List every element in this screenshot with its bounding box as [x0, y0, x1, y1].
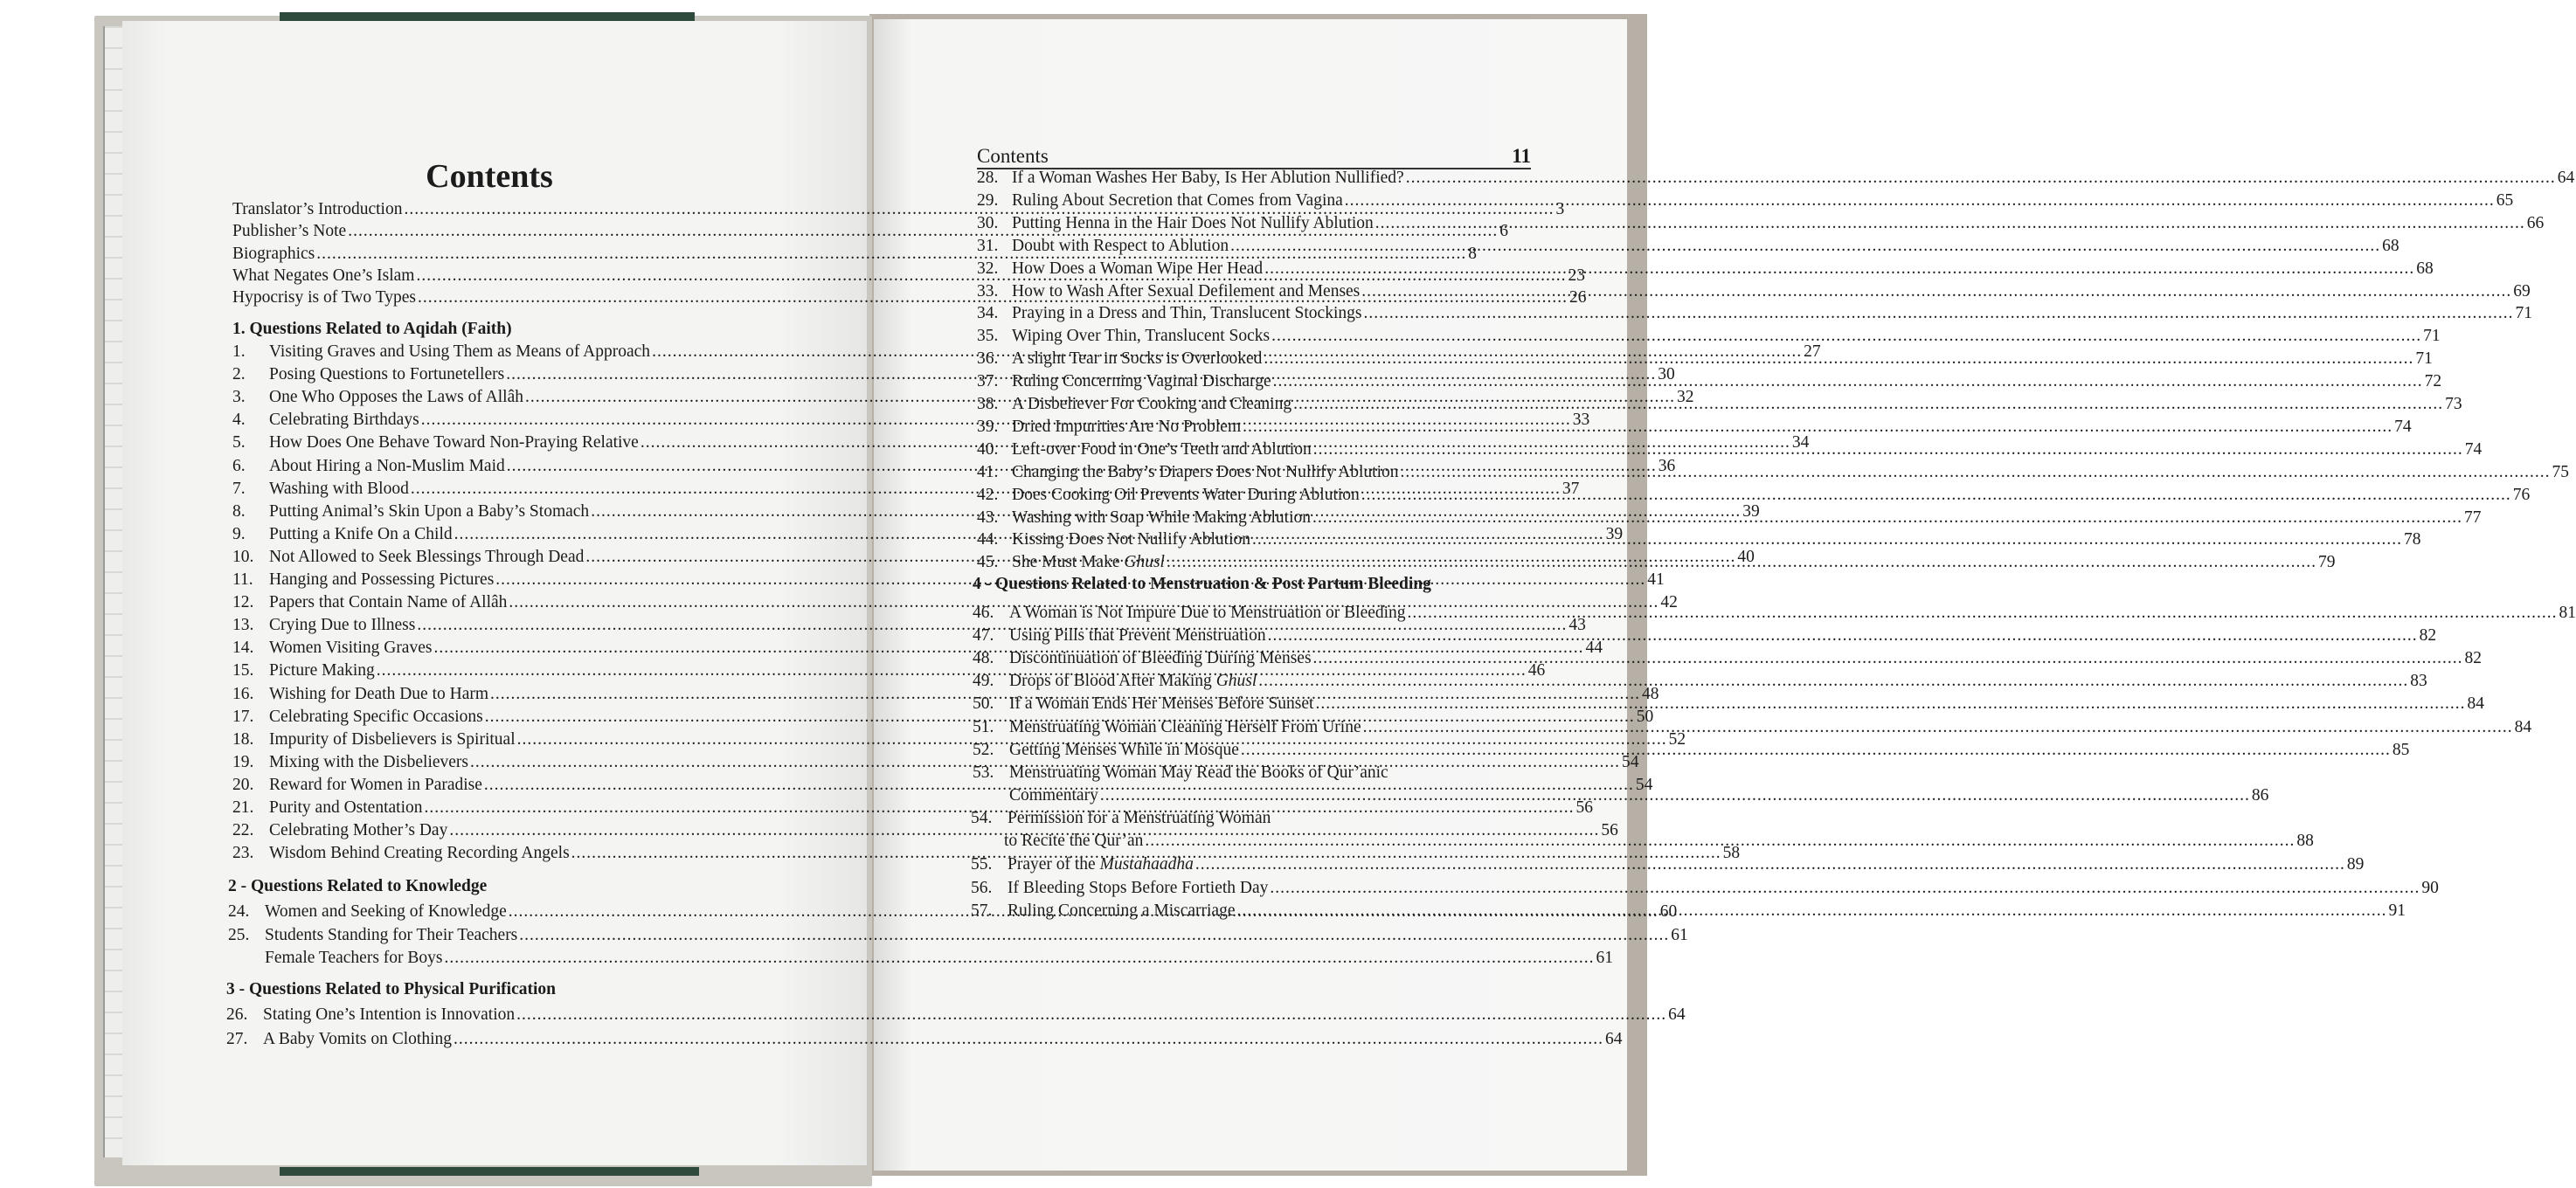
toc-entry-title: Posing Questions to Fortunetellers [269, 365, 505, 384]
toc-entry-page: 54 [1635, 775, 1653, 794]
section-heading: 2 - Questions Related to Knowledge [228, 877, 488, 895]
toc-entry-page: 86 [2251, 786, 2269, 805]
page-number: 11 [1512, 145, 1531, 167]
toc-entry-title: Ruling About Secretion that Comes from Vagina [1012, 190, 1343, 210]
toc-entry-title: Celebrating Birthdays [269, 411, 419, 430]
toc-entry-page: 60 [1659, 902, 1678, 921]
toc-entry-number: 16. [232, 684, 254, 703]
toc-entry-title: Commentary [1009, 786, 1098, 805]
dot-leader [1195, 854, 2345, 875]
toc-entry-title: to Recite the Qur’an [1004, 832, 1144, 850]
toc-entry-page: 75 [2552, 462, 2570, 481]
toc-entry-number: 44. [977, 530, 999, 549]
toc-entry-number: 11. [232, 570, 253, 589]
toc-entry-page: 90 [2421, 878, 2439, 897]
dot-leader [1241, 740, 2391, 761]
toc-entry [977, 326, 2441, 347]
toc-entry-title-text: Prayer of the [1008, 855, 1100, 874]
toc-entry [977, 168, 2575, 189]
toc-entry [226, 1005, 1686, 1026]
toc-entry-title: Dried Impurities Are No Problem [1012, 417, 1242, 436]
toc-entry-page: 3 [1555, 200, 1565, 218]
toc-entry [973, 694, 2484, 715]
toc-entry-number: 20. [232, 775, 254, 794]
dot-leader [1236, 901, 2386, 922]
dot-leader [1167, 552, 2316, 573]
toc-entry-title [1008, 854, 1194, 875]
toc-entry-page: 68 [2382, 236, 2399, 255]
toc-entry-page: 52 [1668, 729, 1686, 749]
toc-entry-page: 61 [1671, 925, 1688, 944]
toc-entry [228, 948, 1614, 969]
toc-entry-title: Washing with Blood [269, 479, 409, 498]
toc-entry [977, 303, 2532, 324]
toc-entry-title: Changing the Baby’s Diapers Does Not Nullify Ablution [1012, 462, 1399, 481]
toc-entry-page: 65 [2496, 190, 2514, 210]
toc-entry-page: 64 [1605, 1030, 1623, 1048]
toc-entry-first-line [971, 808, 1271, 829]
toc-entry-title: Translator’s Introduction [232, 200, 403, 218]
toc-entry-number: 29. [977, 190, 999, 210]
dot-leader [1361, 281, 2511, 302]
toc-entry-number: 40. [977, 439, 999, 459]
toc-entry-title: Menstruating Woman May Read the Books of Qur’anic [1009, 763, 1388, 782]
toc-entry-title: Washing with Soap While Making Ablution [1012, 508, 1312, 527]
toc-entry [973, 740, 2410, 761]
toc-entry-title: Getting Menses While in Mosque [1009, 740, 1239, 759]
dot-leader [1315, 694, 2465, 715]
toc-entry-number: 51. [973, 717, 994, 736]
toc-entry-number: 4. [232, 411, 246, 430]
dot-leader [1361, 485, 2511, 506]
toc-entry-number: 24. [228, 902, 250, 921]
toc-entry-title: Stating One’s Intention is Innovation [263, 1005, 516, 1024]
toc-entry-page: 81 [2559, 604, 2576, 622]
toc-entry-title: Hypocrisy is of Two Types [232, 288, 416, 307]
dot-leader [1375, 213, 2525, 234]
toc-entry-title: Ruling Concerning Vaginal Discharge [1012, 372, 1271, 391]
dot-leader [1401, 462, 2551, 483]
dot-leader [1293, 394, 2443, 415]
toc-entry-page: 32 [1677, 388, 1694, 407]
dot-leader [1100, 785, 2250, 806]
toc-entry-title: Not Allowed to Seek Blessings Through Dead [269, 547, 585, 566]
toc-entry-page: 77 [2464, 508, 2482, 527]
toc-entry-page: 73 [2445, 395, 2462, 413]
toc-entry-title: Putting Animal’s Skin Upon a Baby’s Stomach [269, 501, 590, 521]
toc-entry [971, 878, 2439, 899]
toc-entry-page: 71 [2423, 327, 2441, 346]
toc-entry-number: 46. [973, 604, 994, 622]
toc-entry-page: 89 [2346, 855, 2365, 874]
toc-entry-title: Celebrating Specific Occasions [269, 707, 483, 726]
toc-entry-page: 64 [1668, 1005, 1686, 1024]
toc-entry-title [1012, 552, 1165, 573]
toc-entry-page: 46 [1527, 661, 1546, 680]
toc-entry-title: Papers that Contain Name of Allâh [269, 593, 508, 612]
dot-leader [1264, 349, 2413, 370]
toc-entry-number: 50. [973, 694, 994, 714]
toc-entry-number: 30. [977, 213, 999, 232]
toc-entry-title: A slight Tear in Socks is Overlooked [1012, 349, 1263, 369]
toc-entry-number: 27. [226, 1030, 248, 1048]
toc-entry-number: 38. [977, 395, 999, 413]
toc-entry-number: 56. [971, 878, 993, 897]
toc-entry-number: 12. [232, 593, 254, 612]
toc-entry-number: 32. [977, 259, 999, 278]
toc-entry-page: 40 [1737, 547, 1755, 566]
toc-entry-page: 69 [2513, 281, 2531, 300]
toc-entry [232, 843, 1741, 864]
toc-entry-page: 56 [1575, 798, 1593, 817]
toc-entry-page: 82 [2419, 626, 2437, 646]
toc-entry-title: Ruling Concerning a Miscarriage [1008, 901, 1236, 920]
toc-entry-title: If a Woman Washes Her Baby, Is Her Ablution Nullified? [1012, 169, 1404, 187]
toc-entry [232, 660, 1546, 681]
toc-entry-number: 6. [232, 456, 246, 475]
toc-entry [971, 831, 2314, 852]
toc-entry-title: Does Cooking Oil Prevents Water During Ablution [1012, 485, 1360, 504]
toc-entry-title: What Negates One’s Islam [232, 266, 415, 285]
toc-entry-number: 18. [232, 729, 254, 749]
toc-entry-title: Using Pills that Prevent Menstruation [1009, 626, 1266, 646]
toc-entry [977, 213, 2545, 234]
toc-entry-page: 71 [2515, 304, 2532, 323]
toc-entry-title: Wisdom Behind Creating Recording Angels [269, 844, 570, 863]
toc-entry-title-italic: Mustahaadha [1099, 855, 1194, 874]
toc-entry [971, 854, 2365, 875]
dot-leader [1313, 439, 2463, 460]
toc-entry-title: Picture Making [269, 661, 375, 680]
toc-entry-number: 49. [973, 672, 994, 691]
dot-leader [1264, 259, 2414, 280]
toc-entry-title: Menstruating Woman Cleaning Herself From Urine [1009, 717, 1361, 736]
toc-entry-title-italic: Ghusl [1124, 553, 1165, 572]
toc-entry-number: 43. [977, 508, 999, 527]
toc-entry-number: 33. [977, 281, 999, 300]
toc-entry-number: 5. [232, 433, 246, 452]
running-head [977, 143, 1531, 169]
toc-entry-number: 3. [232, 388, 246, 407]
toc-entry-page: 44 [1585, 639, 1603, 658]
toc-entry-number: 41. [977, 462, 999, 481]
toc-entry-number: 1. [232, 342, 246, 361]
toc-entry-page: 83 [2410, 672, 2427, 691]
toc-entry [977, 236, 2399, 257]
toc-entry-title: A Baby Vomits on Clothing [263, 1030, 452, 1048]
toc-entry-title: Biographics [232, 244, 315, 263]
toc-entry-number: 23. [232, 844, 254, 863]
dot-leader [1258, 671, 2408, 692]
toc-entry-title-text: She Must Make [1012, 553, 1125, 572]
dot-leader [445, 948, 1595, 969]
toc-entry-number: 22. [232, 821, 254, 840]
toc-entry-page: 41 [1647, 570, 1665, 589]
toc-entry-title: Hanging and Possessing Pictures [269, 570, 495, 589]
toc-entry-page: 36 [1658, 456, 1676, 475]
toc-entry [226, 1029, 1623, 1050]
toc-entry-number: 10. [232, 547, 254, 566]
toc-entry-page: 37 [1562, 479, 1580, 498]
toc-entry-page: 72 [2424, 372, 2442, 391]
spine-strip-bottom [280, 1167, 699, 1176]
toc-entry-title: Students Standing for Their Teachers [265, 925, 518, 944]
toc-entry-number: 37. [977, 372, 999, 391]
toc-entry-title: If a Woman Ends Her Menses Before Sunset [1009, 694, 1314, 714]
toc-entry-title-text: Drops of Blood After Making [1009, 672, 1216, 691]
dot-leader [454, 1029, 1603, 1050]
toc-entry-number: 55. [971, 855, 993, 874]
toc-entry-title: If Bleeding Stops Before Fortieth Day [1008, 878, 1269, 897]
toc-entry-title: Permission for a Menstruating Woman [1008, 809, 1271, 827]
toc-entry-number: 25. [228, 925, 250, 944]
toc-entry [973, 603, 2576, 624]
toc-entry-title: Women and Seeking of Knowledge [265, 902, 507, 921]
toc-entry-number: 17. [232, 707, 254, 726]
toc-entry-title: Left-over Food in One’s Teeth and Ablution [1012, 439, 1312, 459]
toc-entry-number: 39. [977, 417, 999, 436]
toc-entry-title: Reward for Women in Paradise [269, 775, 482, 794]
toc-entry-number: 35. [977, 327, 999, 346]
toc-entry-number: 14. [232, 639, 254, 658]
toc-entry-title: A Woman is Not Impure Due to Menstruation or Bleeding [1009, 604, 1406, 622]
toc-entry-number: 42. [977, 485, 999, 504]
dot-leader [1268, 625, 2418, 646]
toc-entry-title: A Disbeliever For Cooking and Cleaning [1012, 395, 1292, 413]
toc-entry-number: 19. [232, 752, 254, 771]
toc-entry-page: 54 [1622, 752, 1639, 771]
toc-entry-page: 50 [1636, 707, 1654, 726]
toc-entry-number: 34. [977, 304, 999, 323]
toc-entry-number: 47. [973, 626, 994, 646]
toc-entry-title: Discontinuation of Bleeding During Menses [1009, 649, 1312, 668]
toc-entry-title: Crying Due to Illness [269, 616, 416, 635]
toc-entry [973, 717, 2532, 738]
toc-entry-title: Doubt with Respect to Ablution [1012, 236, 1229, 255]
toc-entry-number: 45. [977, 553, 999, 572]
dot-leader [1145, 831, 2295, 852]
toc-entry-page: 84 [2467, 694, 2484, 714]
dot-leader [1345, 190, 2495, 211]
section-heading: 3 - Questions Related to Physical Purification [226, 980, 556, 998]
toc-entry-number: 9. [232, 524, 246, 543]
toc-entry-page: 64 [2557, 169, 2575, 187]
toc-entry-title: How Does a Woman Wipe Her Head [1012, 259, 1264, 278]
dot-leader [1230, 236, 2380, 257]
toc-entry-page: 27 [1804, 342, 1821, 361]
toc-entry-page: 48 [1642, 684, 1659, 703]
toc-entry-page: 39 [1605, 524, 1624, 543]
running-head-title: Contents [977, 145, 1049, 167]
toc-entry-title: Visiting Graves and Using Them as Means of Approach [269, 342, 651, 361]
dot-leader [516, 1005, 1666, 1026]
toc-entry-title: Celebrating Mother’s Day [269, 821, 448, 840]
dot-leader [1408, 603, 2558, 624]
toc-entry-page: 58 [1722, 844, 1741, 863]
toc-entry-page: 23 [1568, 266, 1585, 285]
toc-entry-title: Female Teachers for Boys [265, 949, 443, 967]
toc-entry-title: Mixing with the Disbelievers [269, 752, 469, 771]
toc-entry-page: 84 [2514, 717, 2532, 736]
toc-entry-page: 79 [2317, 553, 2336, 572]
toc-entry-page: 88 [2296, 832, 2314, 850]
toc-entry-page: 82 [2464, 649, 2483, 668]
toc-entry [973, 671, 2427, 692]
toc-entry-page: 56 [1601, 821, 1618, 840]
section-heading: 4 - Questions Related to Menstruation & Post Partum Bleeding [973, 575, 1431, 593]
toc-entry-page: 39 [1742, 501, 1760, 521]
toc-entry-title [1009, 671, 1257, 692]
toc-entry-title: Women Visiting Graves [269, 639, 433, 658]
toc-entry-number: 53. [973, 763, 994, 782]
dot-leader [1363, 303, 2513, 324]
toc-entry-number: 57. [971, 901, 993, 920]
toc-entry-number: 52. [973, 740, 994, 759]
toc-entry-title-italic: Ghusl [1215, 672, 1257, 691]
toc-entry-title: Wishing for Death Due to Harm [269, 684, 489, 703]
toc-entry-number: 26. [226, 1005, 248, 1024]
toc-entry-page: 30 [1658, 365, 1675, 384]
toc-entry-number: 13. [232, 616, 254, 635]
toc-entry-number: 15. [232, 661, 254, 680]
toc-entry [973, 785, 2269, 806]
toc-entry-page: 91 [2388, 901, 2406, 920]
section-heading: 1. Questions Related to Aqidah (Faith) [232, 320, 512, 338]
toc-entry-page: 71 [2415, 349, 2433, 369]
toc-entry [228, 925, 1688, 946]
toc-entry-number: 28. [977, 169, 999, 187]
toc-entry-title: Putting a Knife On a Child [269, 524, 453, 543]
toc-entry-number: 21. [232, 798, 254, 817]
toc-entry-page: 42 [1660, 593, 1678, 612]
toc-entry-number: 36. [977, 349, 999, 369]
toc-entry-title: About Hiring a Non-Muslim Maid [269, 456, 505, 475]
dot-leader [1313, 648, 2463, 669]
toc-entry-number: 8. [232, 501, 246, 521]
toc-entry-title: Publisher’s Note [232, 222, 347, 241]
toc-entry-number: 48. [973, 649, 994, 668]
toc-entry-title: One Who Opposes the Laws of Allâh [269, 388, 524, 407]
toc-entry-page: 34 [1791, 433, 1810, 452]
toc-entry-title: Putting Henna in the Hair Does Not Nullify Ablution [1012, 213, 1374, 232]
toc-entry-number: 54. [971, 809, 993, 827]
spine-strip-top [280, 12, 695, 21]
toc-entry-page: 66 [2526, 213, 2545, 232]
toc-entry-page: 74 [2464, 439, 2483, 459]
dot-leader [1270, 878, 2420, 899]
dot-leader [1271, 326, 2421, 347]
dot-leader [1243, 417, 2392, 438]
toc-entry-page: 85 [2392, 740, 2410, 759]
toc-entry-page: 26 [1568, 288, 1587, 307]
toc-entry-page: 61 [1596, 949, 1614, 967]
toc-entry-page: 8 [1468, 244, 1477, 263]
toc-entry-title: Praying in a Dress and Thin, Translucent Stockings [1012, 304, 1362, 323]
toc-entry-title: Purity and Ostentation [269, 798, 423, 817]
toc-entry-number: 2. [232, 365, 246, 384]
toc-entry-number: 31. [977, 236, 999, 255]
dot-leader [1363, 717, 2513, 738]
toc-entry-title: How to Wash After Sexual Defilement and Menses [1012, 281, 1361, 300]
toc-entry-page: 68 [2416, 259, 2434, 278]
toc-entry-first-line [973, 763, 1388, 784]
dot-leader [519, 925, 1669, 946]
dot-leader [1312, 508, 2462, 528]
toc-entry-page: 76 [2512, 485, 2531, 504]
dot-leader [1252, 529, 2402, 550]
toc-entry-title: How Does One Behave Toward Non-Praying Relative [269, 433, 639, 452]
toc-entry-title: Kissing Does Not Nullify Ablution [1012, 530, 1251, 549]
toc-entry-page: 33 [1572, 411, 1590, 430]
toc-entry-title: Impurity of Disbelievers is Spiritual [269, 729, 516, 749]
toc-entry-number: 7. [232, 479, 246, 498]
toc-entry-page: 43 [1568, 616, 1586, 635]
toc-entry-page: 74 [2394, 417, 2412, 436]
toc-entry-page: 6 [1499, 222, 1508, 241]
contents-title: Contents [426, 158, 553, 195]
dot-leader [1406, 168, 2556, 189]
dot-leader [1273, 371, 2423, 392]
toc-entry [977, 190, 2514, 211]
toc-entry-page: 78 [2404, 530, 2421, 549]
toc-entry-title: Wiping Over Thin, Translucent Socks [1012, 327, 1271, 346]
